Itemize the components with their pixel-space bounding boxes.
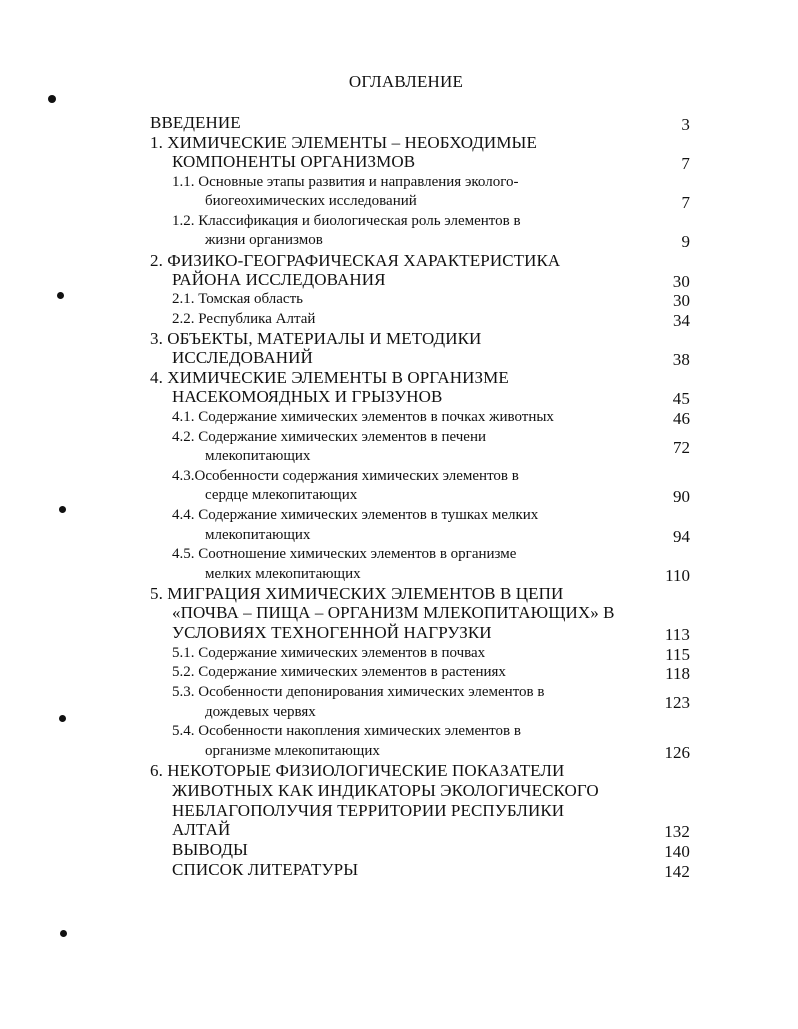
toc-entry-text: УСЛОВИЯХ ТЕХНОГЕННОЙ НАГРУЗКИ bbox=[172, 623, 492, 642]
toc-page-number: 126 bbox=[664, 743, 690, 762]
toc-entry-text: 5.1. Содержание химических элементов в почвах bbox=[172, 645, 486, 661]
toc-entry-text: биогеохимических исследований bbox=[205, 193, 417, 209]
toc-page-number: 113 bbox=[664, 625, 690, 644]
toc-page-number: 38 bbox=[672, 350, 690, 369]
toc-page-number: 110 bbox=[665, 566, 690, 585]
binder-hole-mark bbox=[60, 930, 67, 937]
toc-entry-text: 5. МИГРАЦИЯ ХИМИЧЕСКИХ ЭЛЕМЕНТОВ В ЦЕПИ bbox=[150, 584, 564, 603]
toc-page-number: 132 bbox=[664, 822, 690, 841]
toc-entry-text: 1.1. Основные этапы развития и направления эколого- bbox=[172, 174, 519, 190]
toc-entry-text: 3. ОБЪЕКТЫ, МАТЕРИАЛЫ И МЕТОДИКИ bbox=[150, 329, 482, 348]
toc-page-number: 34 bbox=[673, 311, 690, 330]
toc-entry-text: организме млекопитающих bbox=[205, 743, 380, 759]
toc-page-number: 9 bbox=[681, 232, 690, 251]
toc-page-number: 142 bbox=[664, 862, 690, 881]
toc-entry-text: РАЙОНА ИССЛЕДОВАНИЯ bbox=[172, 270, 386, 289]
toc-entry-text: дождевых червях bbox=[205, 704, 316, 720]
toc-page-number: 7 bbox=[681, 154, 690, 173]
toc-entry-text: АЛТАЙ bbox=[172, 820, 231, 839]
binder-hole-mark bbox=[48, 95, 56, 103]
toc-entry-text: млекопитающих bbox=[205, 527, 311, 543]
toc-entry-text: 2.1. Томская область bbox=[172, 291, 303, 307]
toc-entry-text: КОМПОНЕНТЫ ОРГАНИЗМОВ bbox=[172, 152, 416, 171]
toc-page-number: 118 bbox=[665, 664, 690, 683]
toc-entry-text: ВВЕДЕНИЕ bbox=[150, 113, 241, 132]
toc-entry-text: СПИСОК ЛИТЕРАТУРЫ bbox=[172, 860, 359, 879]
toc-entry-text: жизни организмов bbox=[205, 232, 323, 248]
binder-hole-mark bbox=[59, 506, 66, 513]
toc-entry-text: 5.3. Особенности депонирования химических элементов в bbox=[172, 684, 545, 700]
toc-entry-text: 4.5. Соотношение химических элементов в организме bbox=[172, 546, 517, 562]
toc-entry-text: 1. ХИМИЧЕСКИЕ ЭЛЕМЕНТЫ – НЕОБХОДИМЫЕ bbox=[150, 133, 537, 152]
toc-page-number: 30 bbox=[672, 272, 690, 291]
toc-page-number: 90 bbox=[673, 487, 690, 506]
toc-entry-text: млекопитающих bbox=[205, 448, 311, 464]
toc-entry-text: 4.4. Содержание химических элементов в тушках мелких bbox=[172, 507, 539, 523]
page-title: ОГЛАВЛЕНИЕ bbox=[348, 72, 464, 91]
toc-entry-text: 4.3.Особенности содержания химических элементов в bbox=[172, 468, 519, 484]
toc-entry-text: НАСЕКОМОЯДНЫХ И ГРЫЗУНОВ bbox=[172, 387, 443, 406]
toc-entry-text: 5.4. Особенности накопления химических элементов в bbox=[172, 723, 521, 739]
toc-entry-text: 1.2. Классификация и биологическая роль элементов в bbox=[172, 213, 521, 229]
toc-entry-text: НЕБЛАГОПОЛУЧИЯ ТЕРРИТОРИИ РЕСПУБЛИКИ bbox=[172, 801, 565, 820]
toc-page-number: 140 bbox=[664, 842, 690, 861]
toc-page-number: 94 bbox=[673, 527, 690, 546]
toc-entry-text: 5.2. Содержание химических элементов в растениях bbox=[172, 664, 506, 680]
toc-page-number: 115 bbox=[665, 645, 690, 664]
toc-entry-text: ИССЛЕДОВАНИЙ bbox=[172, 348, 313, 367]
toc-entry-text: 6. НЕКОТОРЫЕ ФИЗИОЛОГИЧЕСКИЕ ПОКАЗАТЕЛИ bbox=[150, 761, 565, 780]
toc-entry-text: ВЫВОДЫ bbox=[172, 840, 248, 859]
toc-entry-text: мелких млекопитающих bbox=[205, 566, 361, 582]
toc-page-number: 45 bbox=[672, 389, 690, 408]
toc-page-number: 46 bbox=[673, 409, 690, 428]
toc-page-number: 30 bbox=[673, 291, 690, 310]
toc-page-number: 123 bbox=[664, 693, 690, 712]
toc-entry-text: «ПОЧВА – ПИЩА – ОРГАНИЗМ МЛЕКОПИТАЮЩИХ» В bbox=[172, 603, 615, 622]
toc-page-number: 3 bbox=[681, 115, 690, 134]
toc-entry-text: 4. ХИМИЧЕСКИЕ ЭЛЕМЕНТЫ В ОРГАНИЗМЕ bbox=[150, 368, 509, 387]
toc-entry-text: 2.2. Республика Алтай bbox=[172, 311, 316, 327]
binder-hole-mark bbox=[59, 715, 66, 722]
toc-entry-text: 4.2. Содержание химических элементов в печени bbox=[172, 429, 487, 445]
toc-entry-text: сердце млекопитающих bbox=[205, 487, 358, 503]
toc-entry-text: 4.1. Содержание химических элементов в почках животных bbox=[172, 409, 554, 425]
toc-entry-text: ЖИВОТНЫХ КАК ИНДИКАТОРЫ ЭКОЛОГИЧЕСКОГО bbox=[172, 781, 599, 800]
toc-page-number: 7 bbox=[681, 193, 690, 212]
binder-hole-mark bbox=[57, 292, 64, 299]
toc-page-number: 72 bbox=[673, 438, 690, 457]
toc-entry-text: 2. ФИЗИКО-ГЕОГРАФИЧЕСКАЯ ХАРАКТЕРИСТИКА bbox=[150, 251, 561, 270]
